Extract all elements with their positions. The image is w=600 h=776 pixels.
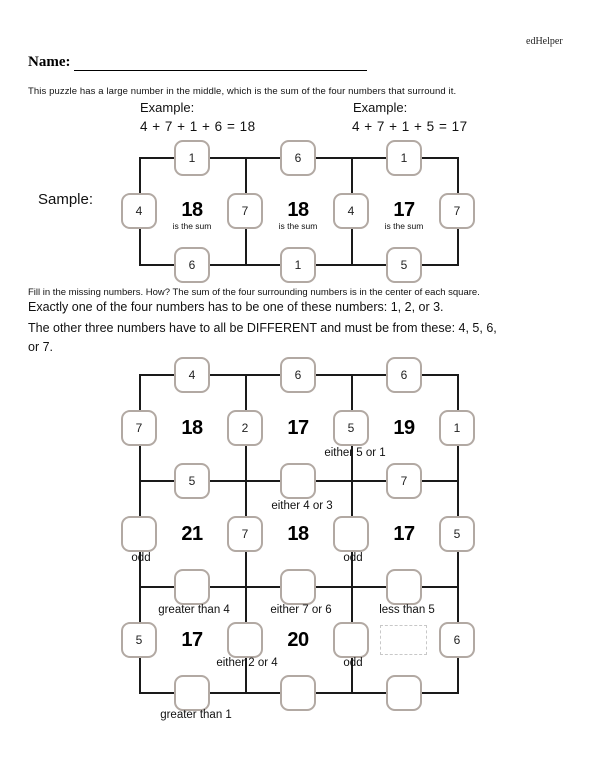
hint-odd-left: odd	[131, 552, 151, 564]
example-equation-1: 4 + 7 + 1 + 6 = 18	[140, 119, 256, 134]
sum-caption: is the sum	[172, 220, 212, 231]
puzzle-sum	[181, 418, 202, 438]
number-box	[174, 140, 210, 176]
box-value: 7	[453, 204, 461, 218]
box-value: 5	[188, 474, 196, 488]
box-value: 2	[241, 421, 249, 435]
puzzle-sum	[393, 418, 414, 438]
sum-value: 18	[181, 198, 203, 221]
number-box	[174, 247, 210, 283]
box-value: 4	[188, 368, 196, 382]
box-value: 1	[400, 151, 408, 165]
box-value: 1	[453, 421, 461, 435]
hint-greater-than-1: greater than 1	[160, 709, 232, 721]
box-value: 7	[241, 204, 249, 218]
number-box	[227, 516, 263, 552]
sum-caption: is the sum	[278, 220, 318, 231]
number-box	[386, 463, 422, 499]
empty-number-box[interactable]	[386, 675, 422, 711]
number-box	[121, 410, 157, 446]
puzzle-sum	[287, 630, 308, 650]
empty-number-box[interactable]	[280, 569, 316, 605]
puzzle-sum	[181, 524, 202, 544]
box-value: 4	[347, 204, 355, 218]
brand-logo: edHelper	[526, 36, 563, 47]
number-box	[386, 357, 422, 393]
number-box	[333, 193, 369, 229]
empty-number-box[interactable]	[174, 569, 210, 605]
sum-value: 18	[287, 198, 309, 221]
sum-value: 17	[393, 198, 415, 221]
empty-number-box[interactable]	[280, 675, 316, 711]
name-input-line[interactable]	[74, 70, 367, 71]
puzzle-sum	[287, 418, 308, 438]
puzzle-sum	[393, 524, 414, 544]
number-box	[439, 193, 475, 229]
empty-number-box[interactable]	[386, 569, 422, 605]
name-label: Name:	[28, 54, 71, 70]
number-box	[280, 140, 316, 176]
instruction-line-2: Exactly one of the four numbers has to be one of these numbers: 1, 2, or 3.	[28, 300, 444, 314]
number-box	[386, 140, 422, 176]
number-box	[439, 410, 475, 446]
sum-value: 20	[287, 629, 309, 651]
puzzle-sum	[181, 630, 202, 650]
number-box	[121, 622, 157, 658]
instruction-line-1: Fill in the missing numbers. How? The sum of the four surrounding numbers is in the center of each square.	[28, 287, 480, 298]
box-value: 6	[453, 633, 461, 647]
example-label-2: Example:	[353, 100, 408, 115]
box-value: 4	[135, 204, 143, 218]
number-box	[333, 410, 369, 446]
hint-either-7-or-6: either 7 or 6	[270, 604, 332, 616]
number-box	[439, 622, 475, 658]
number-box	[121, 193, 157, 229]
instruction-line-3: The other three numbers have to all be DIFFERENT and must be from these: 4, 5, 6,	[28, 321, 497, 335]
sum-value: 17	[393, 523, 415, 545]
example-equation-2: 4 + 7 + 1 + 5 = 17	[352, 119, 468, 134]
empty-number-box[interactable]	[333, 622, 369, 658]
sum-value: 18	[287, 523, 309, 545]
intro-text: This puzzle has a large number in the middle, which is the sum of the four numbers that surround it.	[28, 86, 457, 97]
box-value: 6	[294, 151, 302, 165]
empty-number-box[interactable]	[121, 516, 157, 552]
number-box	[227, 193, 263, 229]
number-box	[174, 357, 210, 393]
empty-number-box[interactable]	[333, 516, 369, 552]
box-value: 5	[135, 633, 143, 647]
box-value: 6	[294, 368, 302, 382]
box-value: 7	[135, 421, 143, 435]
puzzle-sum	[287, 524, 308, 544]
sample-sum-1	[173, 200, 212, 231]
empty-number-box[interactable]	[227, 622, 263, 658]
sum-value: 19	[393, 417, 415, 439]
missing-sum-box[interactable]	[380, 625, 427, 655]
empty-number-box[interactable]	[174, 675, 210, 711]
sum-value: 21	[181, 523, 203, 545]
sum-caption: is the sum	[384, 220, 424, 231]
empty-number-box[interactable]	[280, 463, 316, 499]
number-box	[386, 247, 422, 283]
box-value: 5	[347, 421, 355, 435]
box-value: 1	[188, 151, 196, 165]
sum-value: 17	[181, 629, 203, 651]
number-box	[280, 357, 316, 393]
number-box	[439, 516, 475, 552]
example-label-1: Example:	[140, 100, 195, 115]
hint-either-4-or-3: either 4 or 3	[271, 500, 333, 512]
hint-either-2-or-4: either 2 or 4	[216, 657, 278, 669]
number-box	[280, 247, 316, 283]
sample-sum-2	[279, 200, 318, 231]
box-value: 6	[400, 368, 408, 382]
sum-value: 17	[287, 417, 309, 439]
instruction-line-4: or 7.	[28, 340, 54, 354]
sample-sum-3	[385, 200, 424, 231]
hint-odd-mid: odd	[343, 552, 363, 564]
box-value: 5	[400, 258, 408, 272]
sample-label: Sample:	[38, 191, 94, 208]
box-value: 7	[241, 527, 249, 541]
box-value: 6	[188, 258, 196, 272]
hint-greater-than-4: greater than 4	[158, 604, 230, 616]
hint-odd-bottom: odd	[343, 657, 363, 669]
sum-value: 18	[181, 417, 203, 439]
number-box	[227, 410, 263, 446]
hint-either-5-or-1: either 5 or 1	[324, 447, 386, 459]
hint-less-than-5: less than 5	[379, 604, 435, 616]
box-value: 7	[400, 474, 408, 488]
box-value: 1	[294, 258, 302, 272]
box-value: 5	[453, 527, 461, 541]
number-box	[174, 463, 210, 499]
